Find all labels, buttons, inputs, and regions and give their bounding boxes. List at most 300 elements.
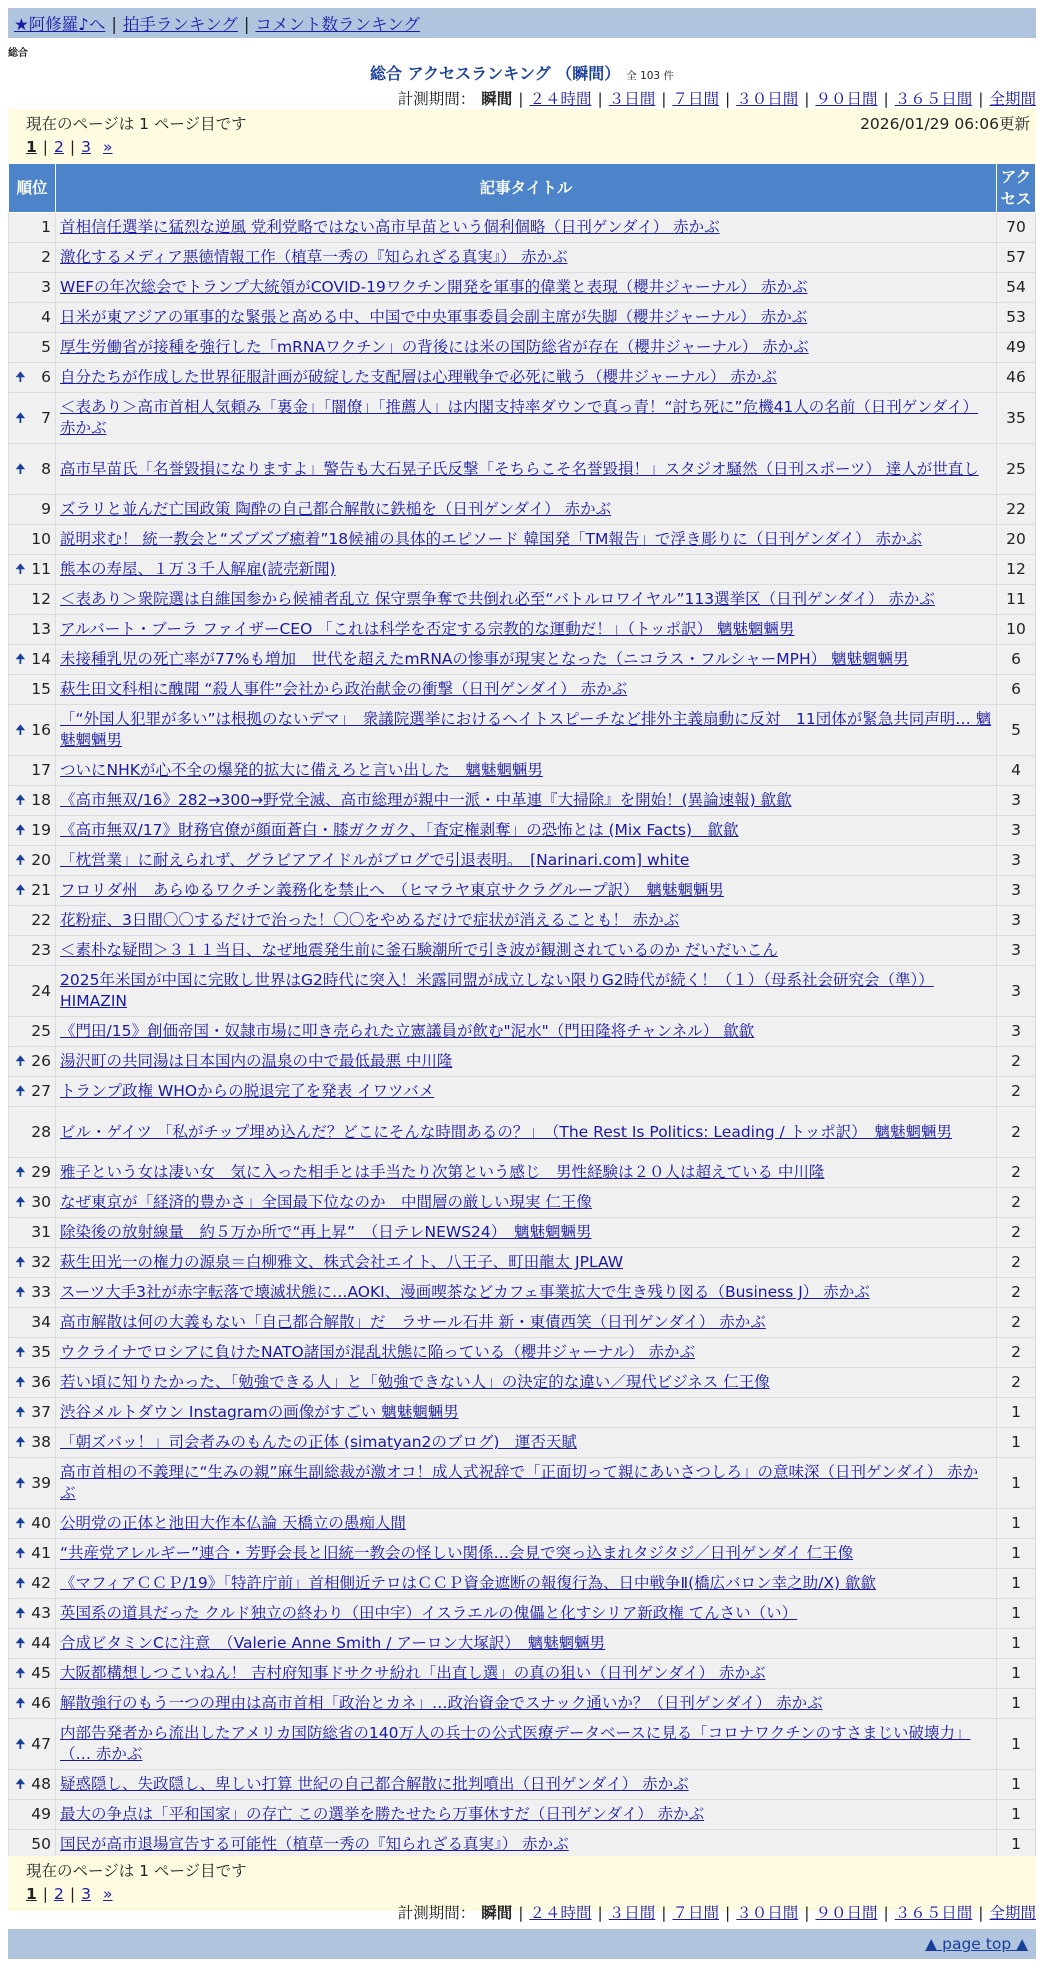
access-count: 2 [997,1077,1036,1107]
rank-number: 43 [31,1604,51,1622]
title-cell [56,615,997,645]
article-title-link[interactable]: フロリダ州 あらゆるワクチン義務化を禁止へ （ヒマラヤ東京サクラグループ訳） 魑魅魍魎男 [60,881,724,899]
rank-up-arrow-icon: 🠉 [15,1777,26,1792]
period-365d[interactable]: ３６５日間 [894,90,973,108]
rank-up-arrow-icon: 🠉 [15,1696,26,1711]
article-title-link[interactable]: 高市首相の不義理に“生みの親”麻生副総裁が激オコ！成人式祝辞で「正面切って親にあいさつしろ」の意味深（日刊ゲンダイ） 赤かぶ [60,1463,979,1502]
article-title-link[interactable]: 自分たちが作成した世界征服計画が破綻した支配層は心理戦争で必死に戦う（櫻井ジャーナル） 赤かぶ [60,368,777,386]
period-3d[interactable]: ３日間 [608,1904,656,1922]
title-cell [56,645,997,675]
article-title-link[interactable]: 高市早苗氏「名誉毀損になりますよ」警告も大石晃子氏反撃「そちらこそ名誉毀損！」スタジオ騒然（日刊スポーツ） 達人が世直し [60,459,979,478]
table-row [9,1539,1036,1569]
rank-cell [9,615,56,645]
article-title-link[interactable]: トランプ政権 WHOからの脱退完了を発表 イワツバメ [60,1082,435,1100]
rank-number: 29 [31,1163,51,1181]
rank-cell [9,816,56,846]
title-cell [56,675,997,705]
table-row [9,1047,1036,1077]
article-title-link[interactable]: 《高市無双/17》財務官僚が顔面蒼白・膝ガクガク、「査定権剥奪」の恐怖とは (Mix Facts) 歙歙 [60,821,739,839]
access-count: 6 [997,645,1036,675]
table-row [9,675,1036,705]
table-row [9,393,1036,444]
rank-cell [9,1719,56,1770]
total-count: 全 103 件 [626,70,674,82]
access-count: 1 [997,1800,1036,1830]
rank-up-arrow-icon: 🠉 [15,1195,26,1210]
title-cell [56,846,997,876]
article-title-link[interactable]: 2025年米国が中国に完敗し世界はG2時代に突入！米露同盟が成立しない限りG2時代が続く！（１）（母系社会研究会（準）） HIMAZIN [60,971,934,1010]
title-cell [56,756,997,786]
article-title-link[interactable]: 説明求む！ 統一教会と“ズブズブ癒着”18候補の具体的エピソード 韓国発「TM報告」で浮き彫りに（日刊ゲンダイ） 赤かぶ [60,530,923,548]
access-count: 2 [997,1308,1036,1338]
article-title-link[interactable]: ズラリと並んだ亡国政策 陶酔の自己都合解散に鉄槌を（日刊ゲンダイ） 赤かぶ [60,500,612,518]
article-title-link[interactable]: 「朝ズバッ！」司会者みのもんたの正体 (simatyan2のブログ) 運否天賦 [60,1433,577,1451]
table-row [9,1719,1036,1770]
rank-up-arrow-icon: 🠉 [15,1054,26,1069]
table-row [9,876,1036,906]
rank-number: 35 [31,1343,51,1361]
access-count: 1 [997,1458,1036,1509]
rank-number: 10 [31,530,51,548]
table-row [9,615,1036,645]
table-row [9,1599,1036,1629]
rank-up-arrow-icon: 🠉 [15,793,26,808]
period-30d[interactable]: ３０日間 [736,90,799,108]
title-cell [56,1188,997,1218]
rank-up-arrow-icon: 🠉 [15,1516,26,1531]
title-cell [56,1218,997,1248]
next-page-link[interactable]: » [103,1885,113,1903]
access-count: 12 [997,555,1036,585]
article-title-link[interactable]: 疑惑隠し、失政隠し、卑しい打算 世紀の自己都合解散に批判噴出（日刊ゲンダイ） 赤かぶ [60,1775,689,1793]
access-count: 6 [997,675,1036,705]
rank-cell [9,243,56,273]
period-90d[interactable]: ９０日間 [815,1904,878,1922]
rank-cell [9,1368,56,1398]
table-row [9,1458,1036,1509]
title-cell [56,393,997,444]
rank-up-arrow-icon: 🠉 [15,1084,26,1099]
rank-up-arrow-icon: 🠉 [15,1285,26,1300]
table-row [9,585,1036,615]
title-cell [56,876,997,906]
table-row [9,1077,1036,1107]
article-title-link[interactable]: 「枕営業」に耐えられず、グラビアアイドルがブログで引退表明。 [Narinari.com] white [60,851,690,869]
rank-cell [9,1248,56,1278]
access-count: 2 [997,1278,1036,1308]
title-cell [56,1569,997,1599]
access-count: 54 [997,273,1036,303]
period-7d[interactable]: ７日間 [672,90,719,108]
page-top-link[interactable]: ▲ page top ▲ [925,1935,1028,1953]
access-count: 3 [997,786,1036,816]
article-title-link[interactable]: 日米が東アジアの軍事的な緊張と高める中、中国で中央軍事委員会副主席が失脚（櫻井ジャーナル） 赤かぶ [60,308,808,326]
article-title-link[interactable]: 解散強行のもう一つの理由は高市首相「政治とカネ」…政治資金でスナック通いか？（日刊ゲンダイ） 赤かぶ [60,1694,823,1712]
rank-cell [9,1017,56,1047]
table-row [9,936,1036,966]
rank-number: 18 [31,791,51,809]
access-count: 57 [997,243,1036,273]
rank-number: 15 [31,680,51,698]
rank-number: 26 [31,1052,51,1070]
period-current: 瞬間 [481,90,513,108]
period-all[interactable]: 全期間 [989,90,1036,108]
period-all[interactable]: 全期間 [989,1904,1036,1922]
article-title-link[interactable]: 未接種乳児の死亡率が77%も増加 世代を超えたmRNAの惨事が現実となった（ニコラス・フルシャーMPH） 魑魅魍魎男 [60,650,909,668]
rank-number: 32 [31,1253,51,1271]
table-row [9,525,1036,555]
access-count: 1 [997,1539,1036,1569]
rank-cell [9,1659,56,1689]
current-page-text: 現在のページは 1 ページ目です [26,115,247,133]
rank-up-arrow-icon: 🠉 [15,461,26,477]
rank-up-arrow-icon: 🠉 [15,1435,26,1450]
rank-number: 6 [41,368,51,386]
period-separator: | [725,90,731,108]
period-7d[interactable]: ７日間 [672,1904,719,1922]
table-row [9,1188,1036,1218]
rank-cell [9,495,56,525]
rank-up-arrow-icon: 🠉 [15,1255,26,1270]
updated-timestamp: 2026/01/29 06:06更新 [860,115,1030,133]
rank-cell [9,363,56,393]
rank-cell [9,555,56,585]
title-cell [56,1599,997,1629]
rank-number: 20 [31,851,51,869]
article-title-link[interactable]: 合成ビタミンCに注意 （Valerie Anne Smith / アーロン大塚訳） 魑魅魍魎男 [60,1634,606,1652]
article-title-link[interactable]: 内部告発者から流出したアメリカ国防総省の140万人の兵士の公式医療データベースに見る「コロナワクチンのすさまじい破壊力」（… 赤かぶ [60,1724,971,1763]
access-count: 4 [997,756,1036,786]
article-title-link[interactable]: ＜表あり＞衆院選は自維国参から候補者乱立 保守票争奪で共倒れ必至“バトルロワイヤル”113選挙区（日刊ゲンダイ） 赤かぶ [60,590,935,608]
title-cell [56,1770,997,1800]
rank-number: 1 [41,218,51,236]
title-cell [56,1107,997,1158]
table-row [9,213,1036,243]
access-count: 1 [997,1830,1036,1860]
title-cell [56,1398,997,1428]
rank-number: 14 [31,650,51,668]
table-row [9,1770,1036,1800]
bottom-bar [8,1929,1036,1959]
title-cell [56,495,997,525]
rank-cell [9,1458,56,1509]
period-separator: | [883,90,889,108]
rank-number: 46 [31,1694,51,1712]
rank-cell [9,936,56,966]
rank-number: 48 [31,1775,51,1793]
table-row [9,786,1036,816]
rank-up-arrow-icon: 🠉 [15,562,26,577]
rank-cell [9,1830,56,1860]
period-separator: | [804,90,810,108]
rank-number: 41 [31,1544,51,1562]
rank-number: 38 [31,1433,51,1451]
access-count: 3 [997,816,1036,846]
home-link[interactable]: ★阿修羅♪へ [14,15,106,34]
rank-up-arrow-icon: 🠉 [15,1475,26,1491]
title-cell [56,1338,997,1368]
ranking-title-row [0,61,1044,84]
access-count: 2 [997,1158,1036,1188]
page-3-link[interactable]: 3 [81,1885,92,1903]
article-title-link[interactable]: ウクライナでロシアに負けたNATO諸国が混乱状態に陥っている（櫻井ジャーナル） 赤かぶ [60,1343,696,1361]
rank-up-arrow-icon: 🠉 [15,370,26,385]
access-count: 20 [997,525,1036,555]
rank-cell [9,675,56,705]
article-title-link[interactable]: 首相信任選挙に猛烈な逆風 党利党略ではない高市早苗という個利個略（日刊ゲンダイ） 赤かぶ [60,218,720,236]
article-title-link[interactable]: 国民が高市退場宣告する可能性（植草一秀の『知られざる真実』） 赤かぶ [60,1835,569,1853]
table-row [9,1659,1036,1689]
page-3-link[interactable]: 3 [81,138,92,156]
table-row [9,705,1036,756]
rank-cell [9,1218,56,1248]
article-title-link[interactable]: 公明党の正体と池田大作本仏論 天橋立の愚痴人間 [60,1514,406,1532]
article-title-link[interactable]: 湯沢町の共同湯は日本国内の温泉の中で最低最悪 中川隆 [60,1052,453,1070]
article-title-link[interactable]: ＜素朴な疑問＞３１１当日、なぜ地震発生前に釜石験潮所で引き波が観測されているのか だいだいこん [60,941,778,959]
access-count: 1 [997,1659,1036,1689]
rank-cell [9,1599,56,1629]
article-title-link[interactable]: 花粉症、3日間〇〇するだけで治った！〇〇をやめるだけで症状が消えることも！ 赤かぶ [60,911,680,929]
applause-ranking-link[interactable]: 拍手ランキング [122,15,238,34]
article-title-link[interactable]: 萩生田光一の権力の源泉＝白柳雅文、株式会社エイト、八王子、町田龍太 JPLAW [60,1253,624,1271]
title-cell [56,1830,997,1860]
table-row [9,1569,1036,1599]
rank-number: 16 [31,720,51,739]
period-365d[interactable]: ３６５日間 [894,1904,973,1922]
title-cell [56,786,997,816]
access-count: 2 [997,1047,1036,1077]
period-separator: | [725,1904,731,1922]
rank-up-arrow-icon: 🠉 [15,1636,26,1651]
nav-separator: | [243,15,250,34]
comment-ranking-link[interactable]: コメント数ランキング [255,15,420,34]
pagination-separator: | [42,138,49,156]
access-count: 46 [997,363,1036,393]
rank-cell [9,1308,56,1338]
table-row [9,555,1036,585]
access-count: 2 [997,1368,1036,1398]
article-title-link[interactable]: 高市解散は何の大義もない「自己都合解散」だ ラサール石井 新・東債西笑（日刊ゲンダイ） 赤かぶ [60,1313,766,1331]
rank-header: 順位 [9,164,56,213]
table-row [9,1368,1036,1398]
access-count: 3 [997,966,1036,1017]
category-label: 総合 [8,48,28,59]
rank-number: 27 [31,1082,51,1100]
page-2-link[interactable]: 2 [54,1885,64,1903]
rank-cell [9,705,56,756]
access-count: 1 [997,1398,1036,1428]
article-title-link[interactable]: 最大の争点は「平和国家」の存亡 この選挙を勝たせたら万事休すだ（日刊ゲンダイ） 赤かぶ [60,1805,705,1823]
article-title-link[interactable]: 「“外国人犯罪が多い”は根拠のないデマ」 衆議院選挙におけるヘイトスピーチなど排外主義扇動に反対 11団体が緊急共同声明… 魑魅魍魎男 [60,710,992,749]
period-separator: | [978,90,984,108]
rank-cell [9,393,56,444]
table-row [9,444,1036,495]
article-title-link[interactable]: ついにNHKが心不全の爆発的拡大に備えろと言い出した 魑魅魍魎男 [60,761,543,779]
title-cell [56,585,997,615]
table-row [9,1629,1036,1659]
rank-up-arrow-icon: 🠉 [15,1736,26,1752]
title-cell [56,906,997,936]
rank-number: 49 [31,1805,51,1823]
period-separator: | [597,1904,603,1922]
title-cell [56,213,997,243]
next-page-link[interactable]: » [103,138,113,156]
table-row [9,333,1036,363]
access-count: 1 [997,1689,1036,1719]
access-header: アクセス [997,164,1036,213]
access-count: 1 [997,1569,1036,1599]
access-count: 1 [997,1509,1036,1539]
title-cell [56,936,997,966]
table-row [9,756,1036,786]
rank-number: 8 [41,459,51,478]
rank-number: 39 [31,1473,51,1492]
period-current: 瞬間 [481,1904,513,1922]
top-navigation-bar [8,8,1036,38]
article-title-link[interactable]: “共産党アレルギー”連合・芳野会長と旧統一教会の怪しい関係…会見で突っ込まれタジタジ／日刊ゲンダイ 仁王像 [60,1544,854,1562]
access-count: 70 [997,213,1036,243]
page-1: 1 [26,1885,37,1903]
ranking-title: 総合 アクセスランキング （瞬間） [370,64,621,83]
period-separator: | [518,90,524,108]
article-title-link[interactable]: 大阪都構想しつこいねん！ 吉村府知事ドサクサ紛れ「出直し選」の真の狙い（日刊ゲンダイ） 赤かぶ [60,1664,766,1682]
rank-number: 9 [41,500,51,518]
rank-number: 13 [31,620,51,638]
title-cell [56,555,997,585]
access-count: 1 [997,1770,1036,1800]
table-row [9,1158,1036,1188]
rank-number: 37 [31,1403,51,1421]
article-title-link[interactable]: 萩生田文科相に醜聞 “殺人事件”会社から政治献金の衝撃（日刊ゲンダイ） 赤かぶ [60,680,628,698]
rank-number: 23 [31,941,51,959]
rank-number: 3 [41,278,51,296]
table-row [9,1338,1036,1368]
rank-up-arrow-icon: 🠉 [15,1375,26,1390]
period-30d[interactable]: ３０日間 [736,1904,799,1922]
title-cell [56,1248,997,1278]
table-row [9,1107,1036,1158]
title-cell [56,1017,997,1047]
article-title-link[interactable]: WEFの年次総会でトランプ大統領がCOVID-19ワクチン開発を軍事的偉業と表現（櫻井ジャーナル） 赤かぶ [60,278,808,296]
table-row [9,1398,1036,1428]
period-separator: | [978,1904,984,1922]
title-cell [56,1308,997,1338]
table-row [9,243,1036,273]
rank-up-arrow-icon: 🠉 [15,1606,26,1621]
table-row [9,645,1036,675]
title-cell [56,1077,997,1107]
title-cell [56,1458,997,1509]
rank-number: 44 [31,1634,51,1652]
article-title-link[interactable]: 《マフィアＣＣＰ/19》「特許庁前」首相側近テロはＣＣＰ資金遮断の報復行為、日中戦争Ⅱ(橋広バロン幸之助/X) 歙歙 [60,1574,876,1592]
access-count: 1 [997,1599,1036,1629]
rank-cell [9,525,56,555]
rank-cell [9,333,56,363]
period-24h[interactable]: ２４時間 [529,1904,592,1922]
access-count: 11 [997,585,1036,615]
rank-up-arrow-icon: 🠉 [15,1345,26,1360]
rank-number: 17 [31,761,51,779]
ranking-table [8,163,1036,1860]
article-title-link[interactable]: ＜表あり＞高市首相人気頼み「裏金」「闇僚」「推薦人」は内閣支持率ダウンで真っ青！“討ち死に”危機41人の名前（日刊ゲンダイ） 赤かぶ [60,398,979,437]
rank-cell [9,1077,56,1107]
article-title-link[interactable]: 若い頃に知りたかった、「勉強できる人」と「勉強できない人」の決定的な違い／現代ビジネス 仁王像 [60,1373,770,1391]
pagination-top [26,138,1028,156]
rank-cell [9,1689,56,1719]
rank-up-arrow-icon: 🠉 [15,1666,26,1681]
access-count: 25 [997,444,1036,495]
access-count: 10 [997,615,1036,645]
period-selector-top [398,87,1036,109]
rank-cell [9,1509,56,1539]
rank-up-arrow-icon: 🠉 [15,1165,26,1180]
rank-cell [9,846,56,876]
rank-number: 30 [31,1193,51,1211]
title-cell [56,273,997,303]
rank-number: 33 [31,1283,51,1301]
rank-number: 24 [31,981,51,1000]
title-cell [56,1158,997,1188]
title-cell [56,1428,997,1458]
article-title-link[interactable]: アルバート・ブーラ ファイザーCEO 「これは科学を否定する宗教的な運動だ！」（トッポ訳） 魑魅魍魎男 [60,620,795,638]
page-info-top [8,109,1036,164]
period-3d[interactable]: ３日間 [608,90,656,108]
period-90d[interactable]: ９０日間 [815,90,878,108]
rank-up-arrow-icon: 🠉 [15,722,26,738]
table-row [9,1278,1036,1308]
rank-number: 2 [41,248,51,266]
rank-cell [9,1428,56,1458]
nav-separator: | [111,15,117,34]
rank-cell [9,1338,56,1368]
rank-number: 50 [31,1835,51,1853]
table-row [9,846,1036,876]
article-title-link[interactable]: 厚生労働省が接種を強行した「mRNAワクチン」の背後には米の国防総省が存在（櫻井ジャーナル） 赤かぶ [60,338,809,356]
title-cell [56,1659,997,1689]
article-title-link[interactable]: 熊本の寿屋、１万３千人解雇(読売新聞) [60,560,336,578]
article-title-link[interactable]: なぜ東京が「経済的豊かさ」全国最下位なのか 中間層の厳しい現実 仁王像 [60,1193,592,1211]
article-title-link[interactable]: 渋谷メルトダウン Instagramの画像がすごい 魑魅魍魎男 [60,1403,459,1421]
article-title-link[interactable]: スーツ大手3社が赤字転落で壊滅状態に…AOKI、漫画喫茶などカフェ事業拡大で生き残り図る（Business J） 赤かぶ [60,1283,870,1301]
article-title-link[interactable]: ビル・ゲイツ 「私がチップ埋め込んだ？どこにそんな時間あるの？」 （The Rest Is Politics: Leading / トッポ訳） 魑魅魍魎男 [60,1122,952,1141]
rank-cell [9,1569,56,1599]
article-title-link[interactable]: 《門田/15》創価帝国・奴隷市場に叩き売られた立憲議員が飲む"泥水"（門田隆将チャンネル） 歙歙 [60,1022,755,1040]
title-cell [56,1278,997,1308]
rank-number: 34 [31,1313,51,1331]
title-cell [56,1800,997,1830]
rank-cell [9,1398,56,1428]
rank-number: 42 [31,1574,51,1592]
table-row [9,966,1036,1017]
access-count: 35 [997,393,1036,444]
rank-cell [9,1278,56,1308]
article-title-link[interactable]: 英国系の道具だった クルド独立の終わり（田中宇）イスラエルの傀儡と化すシリア新政権 てんさい（い） [60,1604,798,1622]
period-24h[interactable]: ２４時間 [529,90,592,108]
article-title-link[interactable]: 《高市無双/16》282→300→野党全滅、高市総理が親中一派・中革連『大掃除』を開始！(異論速報) 歙歙 [60,791,792,809]
article-title-link[interactable]: 激化するメディア悪徳情報工作（植草一秀の『知られざる真実』） 赤かぶ [60,248,568,266]
table-row [9,273,1036,303]
article-title-link[interactable]: 除染後の放射線量 約５万か所で“再上昇” （日テレNEWS24） 魑魅魍魎男 [60,1223,592,1241]
access-count: 49 [997,333,1036,363]
rank-up-arrow-icon: 🠉 [15,1546,26,1561]
period-separator: | [883,1904,889,1922]
access-count: 2 [997,1218,1036,1248]
access-count: 3 [997,846,1036,876]
rank-cell [9,786,56,816]
article-title-link[interactable]: 雅子という女は凄い女 気に入った相手とは手当たり次第という感じ 男性経験は２０人は超えている 中川隆 [60,1163,825,1181]
title-cell [56,444,997,495]
page-2-link[interactable]: 2 [54,138,64,156]
